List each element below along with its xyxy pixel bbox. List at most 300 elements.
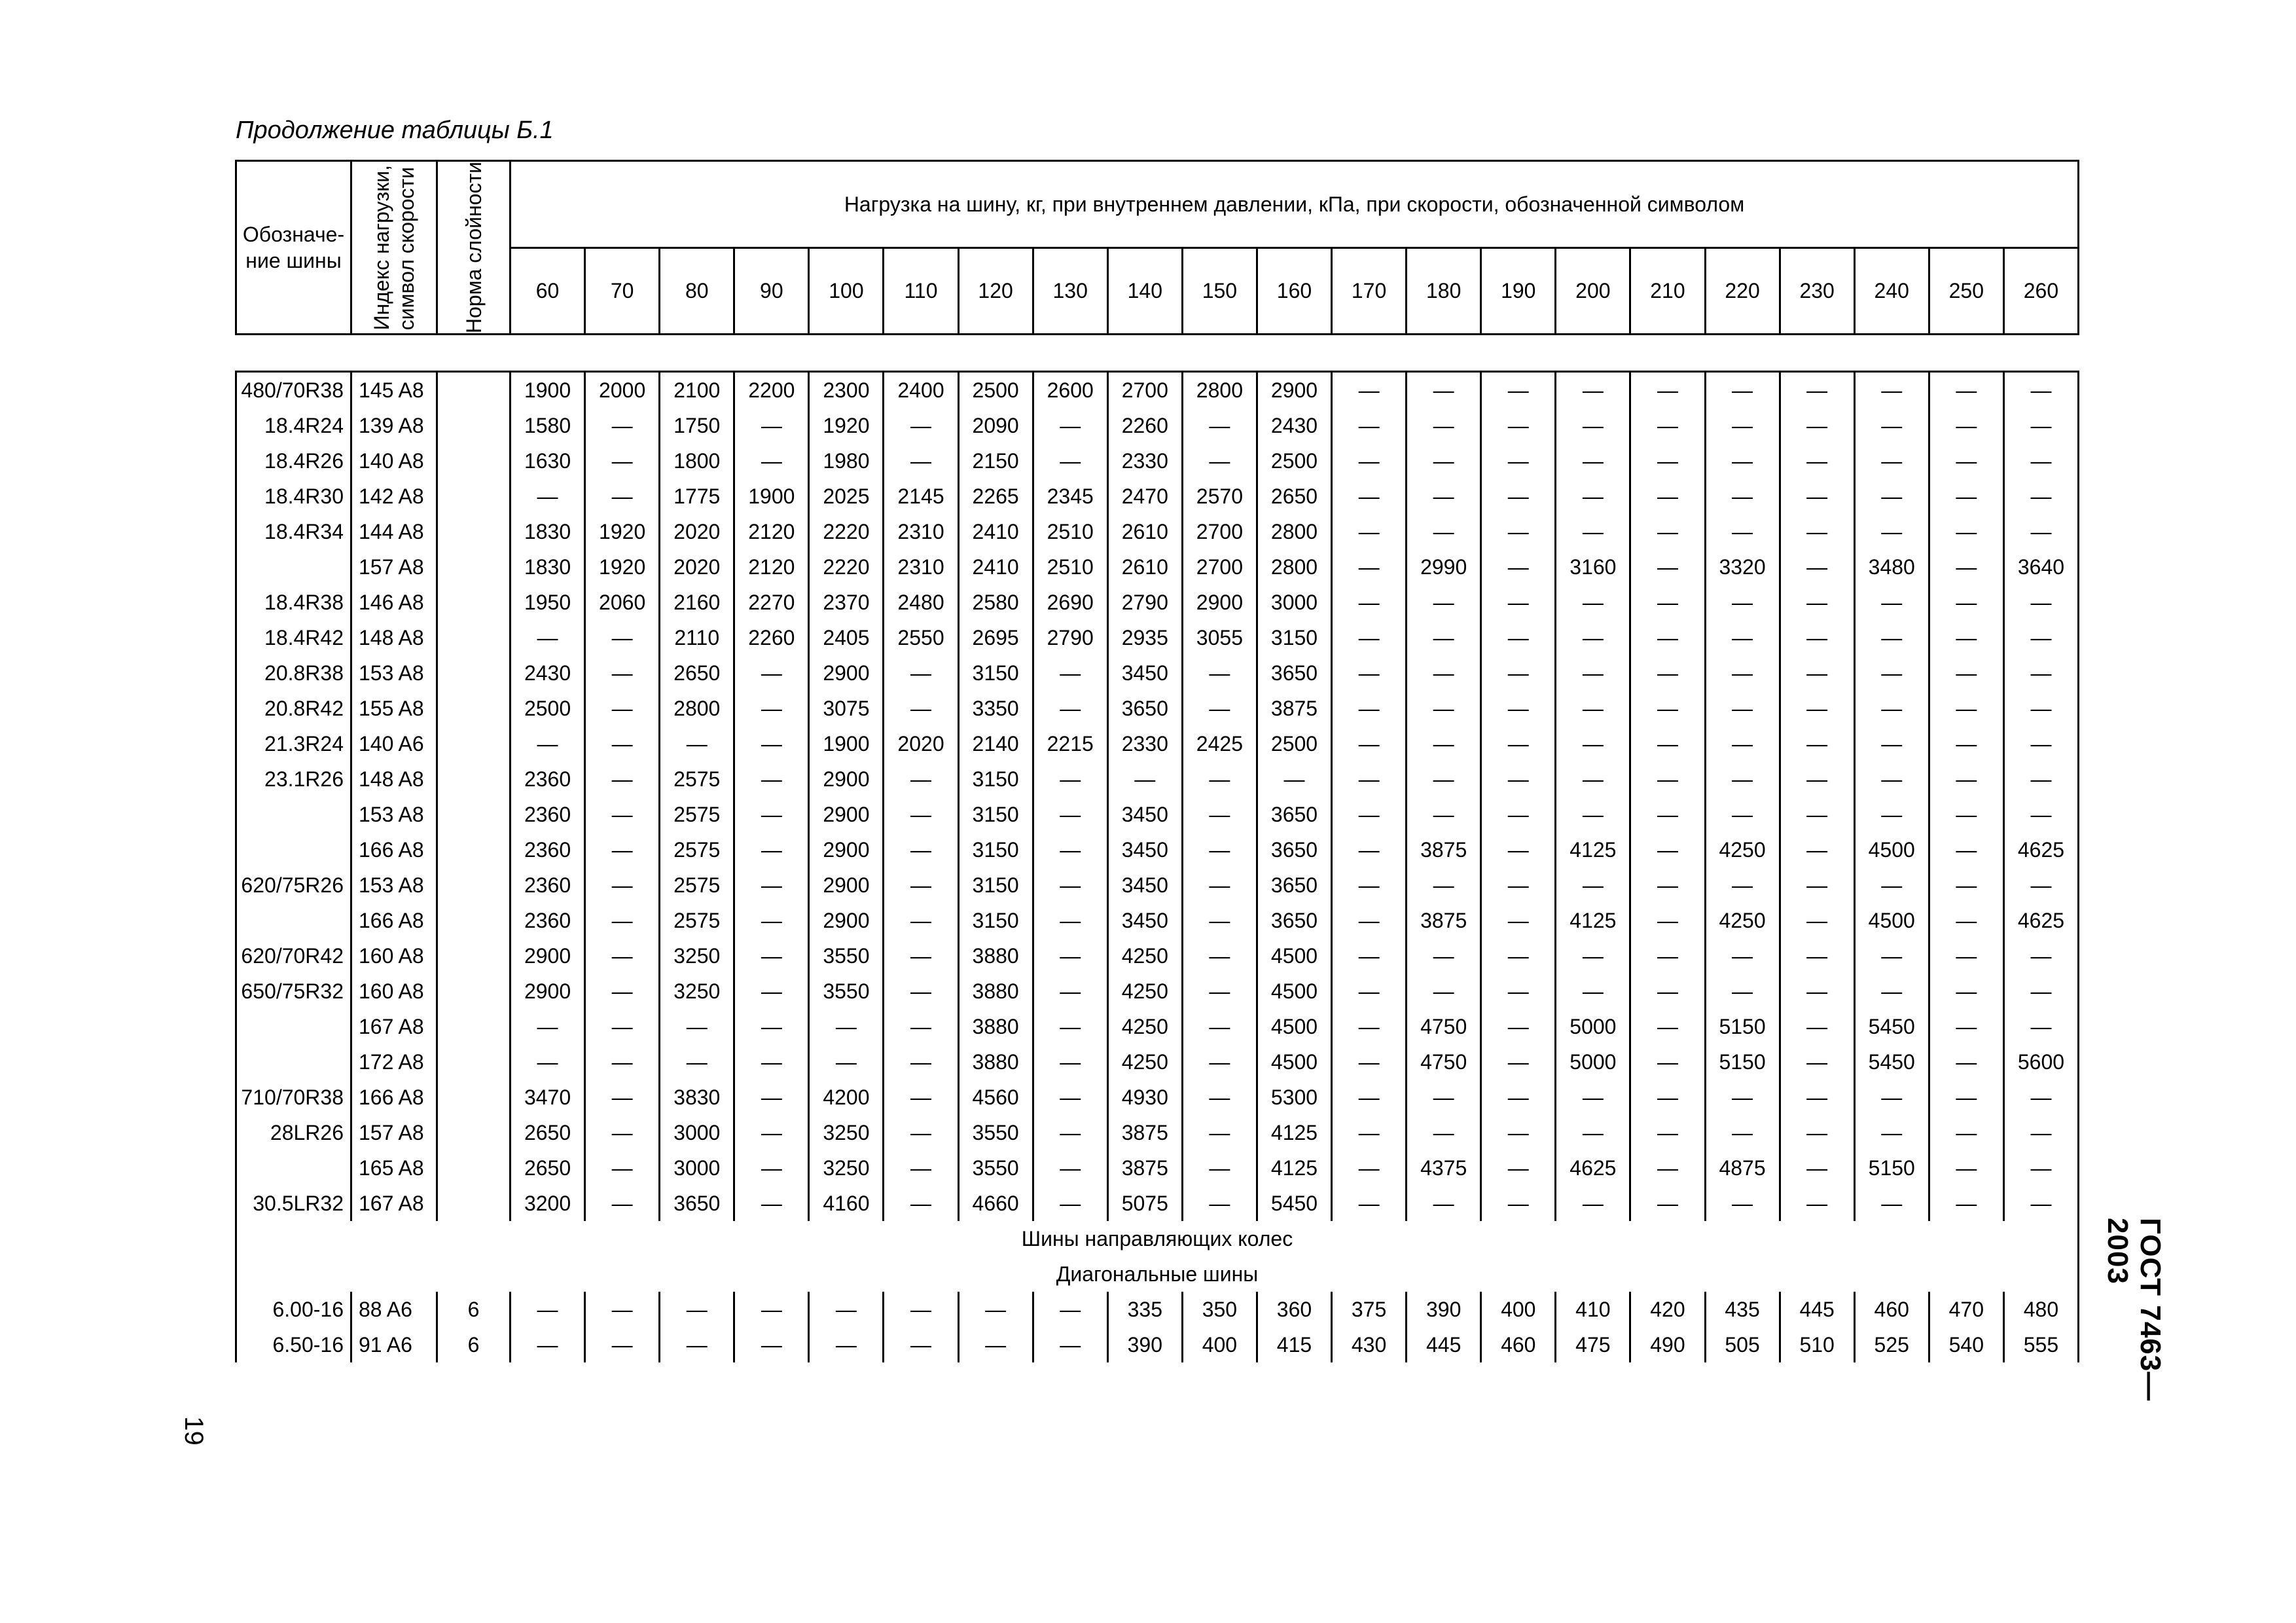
- load-value: 3000: [1257, 585, 1331, 620]
- load-value: —: [1481, 549, 1556, 585]
- load-index: 167 A8: [351, 1186, 437, 1221]
- load-value: —: [1854, 620, 1929, 655]
- load-value: —: [2003, 585, 2078, 620]
- load-value: —: [1182, 1150, 1257, 1186]
- load-value: 3450: [1107, 832, 1182, 867]
- load-value: —: [1033, 443, 1107, 479]
- load-value: —: [1854, 1115, 1929, 1150]
- load-value: —: [1929, 974, 2003, 1009]
- load-index: 160 A8: [351, 974, 437, 1009]
- load-value: 480: [2003, 1292, 2078, 1327]
- load-value: 3875: [1407, 903, 1481, 938]
- ply-rating: 6: [437, 1327, 511, 1362]
- load-value: —: [660, 726, 734, 761]
- pressure-header: 80: [660, 247, 734, 335]
- load-value: —: [1929, 1186, 2003, 1221]
- load-value: 4625: [1556, 1150, 1630, 1186]
- load-value: 1580: [511, 408, 585, 443]
- load-value: 3650: [1257, 655, 1331, 691]
- load-value: 2900: [809, 655, 884, 691]
- load-value: —: [1481, 514, 1556, 549]
- load-value: 5150: [1705, 1009, 1780, 1044]
- load-value: 4500: [1257, 1044, 1331, 1080]
- load-value: —: [1854, 655, 1929, 691]
- load-value: —: [1332, 691, 1407, 726]
- load-value: 3150: [958, 655, 1033, 691]
- pressure-header: 140: [1107, 247, 1182, 335]
- pressure-header: 240: [1854, 247, 1929, 335]
- load-value: —: [1407, 867, 1481, 903]
- load-value: 4930: [1107, 1080, 1182, 1115]
- load-value: 3550: [809, 938, 884, 974]
- load-value: —: [1033, 1009, 1107, 1044]
- load-value: 3250: [809, 1115, 884, 1150]
- load-value: —: [1705, 974, 1780, 1009]
- load-value: 3000: [660, 1115, 734, 1150]
- load-value: 470: [1929, 1292, 2003, 1327]
- load-value: 3250: [660, 974, 734, 1009]
- load-value: 2270: [734, 585, 809, 620]
- load-value: 2330: [1107, 726, 1182, 761]
- load-value: —: [1033, 867, 1107, 903]
- load-value: —: [1780, 691, 1854, 726]
- load-value: —: [1854, 443, 1929, 479]
- load-value: —: [1705, 620, 1780, 655]
- load-value: 2260: [734, 620, 809, 655]
- load-value: —: [1481, 691, 1556, 726]
- load-value: —: [1481, 620, 1556, 655]
- load-value: —: [1033, 655, 1107, 691]
- load-index: 139 A8: [351, 408, 437, 443]
- load-value: —: [1556, 443, 1630, 479]
- load-value: —: [1182, 1115, 1257, 1150]
- load-value: —: [585, 479, 660, 514]
- load-value: —: [1332, 1115, 1407, 1150]
- load-value: —: [1630, 620, 1705, 655]
- load-value: 4375: [1407, 1150, 1481, 1186]
- ply-rating: [437, 832, 511, 867]
- load-value: —: [1407, 1115, 1481, 1150]
- load-value: —: [1929, 691, 2003, 726]
- load-value: 1950: [511, 585, 585, 620]
- load-value: 2575: [660, 761, 734, 797]
- load-value: 3880: [958, 1009, 1033, 1044]
- load-value: 2265: [958, 479, 1033, 514]
- load-value: —: [734, 867, 809, 903]
- load-value: 3150: [1257, 620, 1331, 655]
- load-value: 1630: [511, 443, 585, 479]
- load-value: 2650: [511, 1150, 585, 1186]
- load-value: 2160: [660, 585, 734, 620]
- load-value: —: [1705, 443, 1780, 479]
- load-value: —: [1705, 938, 1780, 974]
- load-value: —: [1481, 1115, 1556, 1150]
- standard-code: ГОСТ 7463—2003: [2102, 1218, 2166, 1402]
- load-value: —: [2003, 1115, 2078, 1150]
- load-value: 360: [1257, 1292, 1331, 1327]
- table-row: [236, 938, 2079, 974]
- load-value: —: [1407, 514, 1481, 549]
- ply-rating: [437, 1080, 511, 1115]
- load-value: 390: [1407, 1292, 1481, 1327]
- load-value: —: [1630, 1044, 1705, 1080]
- load-index: 146 A8: [351, 585, 437, 620]
- load-value: —: [585, 1327, 660, 1362]
- load-value: —: [1630, 1009, 1705, 1044]
- load-value: —: [1033, 1115, 1107, 1150]
- load-value: —: [2003, 938, 2078, 974]
- load-value: 2510: [1033, 549, 1107, 585]
- load-index: 140 A6: [351, 726, 437, 761]
- pressure-header: 180: [1407, 247, 1481, 335]
- load-value: —: [585, 832, 660, 867]
- load-value: 3150: [958, 832, 1033, 867]
- load-value: —: [1929, 1150, 2003, 1186]
- load-value: —: [1407, 797, 1481, 832]
- load-value: 2900: [809, 797, 884, 832]
- table-row: [236, 1186, 2079, 1221]
- load-value: 420: [1630, 1292, 1705, 1327]
- load-value: —: [585, 761, 660, 797]
- load-value: —: [1854, 797, 1929, 832]
- ply-rating: [437, 1044, 511, 1080]
- load-value: 2480: [884, 585, 958, 620]
- load-value: 4625: [2003, 903, 2078, 938]
- load-index: 153 A8: [351, 655, 437, 691]
- load-index: 91 A6: [351, 1327, 437, 1362]
- load-value: 3650: [1257, 832, 1331, 867]
- load-value: 2900: [809, 903, 884, 938]
- load-value: 2150: [958, 443, 1033, 479]
- load-value: 2360: [511, 761, 585, 797]
- load-value: —: [1780, 1186, 1854, 1221]
- load-value: 2345: [1033, 479, 1107, 514]
- load-value: 1830: [511, 514, 585, 549]
- load-value: —: [1630, 832, 1705, 867]
- load-value: 5000: [1556, 1044, 1630, 1080]
- load-value: 4750: [1407, 1009, 1481, 1044]
- load-value: —: [1182, 903, 1257, 938]
- load-value: —: [1630, 867, 1705, 903]
- load-value: —: [958, 1292, 1033, 1327]
- load-index: 148 A8: [351, 620, 437, 655]
- load-value: 3470: [511, 1080, 585, 1115]
- load-value: —: [1854, 726, 1929, 761]
- load-value: —: [1929, 408, 2003, 443]
- load-value: —: [585, 443, 660, 479]
- pressure-header: 220: [1705, 247, 1780, 335]
- load-value: —: [2003, 1009, 2078, 1044]
- load-value: —: [1929, 443, 2003, 479]
- load-value: —: [2003, 372, 2078, 409]
- table-row: [236, 867, 2079, 903]
- load-value: —: [511, 726, 585, 761]
- load-value: 2900: [809, 761, 884, 797]
- load-value: 1920: [585, 514, 660, 549]
- load-value: —: [884, 1115, 958, 1150]
- load-value: —: [734, 761, 809, 797]
- load-value: 2570: [1182, 479, 1257, 514]
- load-value: —: [1332, 867, 1407, 903]
- load-value: 1750: [660, 408, 734, 443]
- load-value: 445: [1780, 1292, 1854, 1327]
- load-value: 2990: [1407, 549, 1481, 585]
- load-value: —: [1556, 372, 1630, 409]
- load-value: 2430: [1257, 408, 1331, 443]
- load-value: —: [1182, 938, 1257, 974]
- load-value: —: [1780, 408, 1854, 443]
- load-value: 3550: [809, 974, 884, 1009]
- load-value: —: [1630, 479, 1705, 514]
- load-value: —: [1854, 691, 1929, 726]
- load-value: —: [1630, 372, 1705, 409]
- load-value: 2700: [1182, 549, 1257, 585]
- load-value: —: [1033, 1327, 1107, 1362]
- pressure-header: 70: [585, 247, 660, 335]
- load-index: 160 A8: [351, 938, 437, 974]
- load-value: 400: [1481, 1292, 1556, 1327]
- table-row: [236, 443, 2079, 479]
- load-value: —: [2003, 726, 2078, 761]
- load-value: 2695: [958, 620, 1033, 655]
- tyre-designation: 480/70R38: [236, 372, 351, 409]
- load-value: 3160: [1556, 549, 1630, 585]
- load-value: —: [1705, 1080, 1780, 1115]
- load-value: 5300: [1257, 1080, 1331, 1115]
- load-value: —: [2003, 797, 2078, 832]
- load-value: —: [734, 1044, 809, 1080]
- load-index: 153 A8: [351, 797, 437, 832]
- load-value: 3875: [1257, 691, 1331, 726]
- load-value: 3480: [1854, 549, 1929, 585]
- load-value: 2410: [958, 549, 1033, 585]
- load-value: —: [1630, 938, 1705, 974]
- tyre-load-table: [235, 160, 2079, 1362]
- ply-rating: [437, 1186, 511, 1221]
- load-value: 2120: [734, 514, 809, 549]
- load-value: —: [1182, 655, 1257, 691]
- load-value: —: [1556, 1080, 1630, 1115]
- load-value: 390: [1107, 1327, 1182, 1362]
- load-value: —: [1182, 691, 1257, 726]
- load-value: —: [1780, 1009, 1854, 1044]
- table-row: [236, 372, 2079, 409]
- load-value: —: [1481, 479, 1556, 514]
- load-value: 3640: [2003, 549, 2078, 585]
- load-value: —: [884, 655, 958, 691]
- load-value: 2500: [511, 691, 585, 726]
- load-value: —: [734, 408, 809, 443]
- tyre-designation: 620/70R42: [236, 938, 351, 974]
- load-value: —: [1481, 938, 1556, 974]
- load-value: 1830: [511, 549, 585, 585]
- load-value: 1900: [511, 372, 585, 409]
- load-value: —: [1854, 938, 1929, 974]
- ply-rating: [437, 974, 511, 1009]
- load-value: 3550: [958, 1115, 1033, 1150]
- load-value: 2020: [660, 514, 734, 549]
- load-value: —: [1182, 1009, 1257, 1044]
- load-value: —: [1630, 1150, 1705, 1186]
- load-value: —: [1332, 479, 1407, 514]
- load-value: —: [1033, 1186, 1107, 1221]
- table-row: [236, 1150, 2079, 1186]
- load-value: 3450: [1107, 655, 1182, 691]
- load-value: —: [511, 1292, 585, 1327]
- load-value: —: [1332, 655, 1407, 691]
- load-value: —: [734, 938, 809, 974]
- load-value: 5000: [1556, 1009, 1630, 1044]
- load-value: —: [734, 443, 809, 479]
- pressure-header: 120: [958, 247, 1033, 335]
- load-value: —: [1481, 443, 1556, 479]
- load-index: 153 A8: [351, 867, 437, 903]
- pressure-header: 170: [1332, 247, 1407, 335]
- load-value: —: [734, 691, 809, 726]
- ply-rating: [437, 1150, 511, 1186]
- load-value: —: [1407, 655, 1481, 691]
- load-index: 144 A8: [351, 514, 437, 549]
- table-row: [236, 691, 2079, 726]
- load-value: —: [1556, 797, 1630, 832]
- radial-rows: [236, 372, 2079, 1222]
- header-separator: [236, 335, 2079, 372]
- load-value: —: [1705, 514, 1780, 549]
- load-value: 2800: [1257, 514, 1331, 549]
- load-value: 2500: [1257, 443, 1331, 479]
- table-row: [236, 655, 2079, 691]
- load-value: 2650: [511, 1115, 585, 1150]
- load-value: —: [1705, 1115, 1780, 1150]
- load-value: 5150: [1705, 1044, 1780, 1080]
- load-value: —: [1929, 867, 2003, 903]
- load-value: 2790: [1033, 620, 1107, 655]
- load-value: —: [884, 974, 958, 1009]
- load-value: —: [884, 867, 958, 903]
- load-value: 2000: [585, 372, 660, 409]
- load-value: 460: [1854, 1292, 1929, 1327]
- load-value: —: [1033, 797, 1107, 832]
- load-value: —: [1780, 1044, 1854, 1080]
- load-value: —: [1481, 1150, 1556, 1186]
- ply-rating: [437, 797, 511, 832]
- load-value: —: [585, 1080, 660, 1115]
- load-header: Нагрузка на шину, кг, при внутреннем давлении, кПа, при скорости, обозначенной символом: [511, 161, 2079, 248]
- load-value: —: [1332, 974, 1407, 1009]
- load-value: 2360: [511, 903, 585, 938]
- ply-rating: [437, 549, 511, 585]
- pressure-header: 130: [1033, 247, 1107, 335]
- tyre-designation: 18.4R42: [236, 620, 351, 655]
- load-value: —: [660, 1009, 734, 1044]
- load-value: 2575: [660, 903, 734, 938]
- load-value: 435: [1705, 1292, 1780, 1327]
- load-value: 4500: [1854, 903, 1929, 938]
- load-value: —: [585, 1292, 660, 1327]
- load-value: —: [1556, 726, 1630, 761]
- load-value: —: [2003, 691, 2078, 726]
- load-value: 4125: [1556, 832, 1630, 867]
- load-value: —: [1332, 797, 1407, 832]
- load-value: —: [1705, 1186, 1780, 1221]
- load-value: —: [1481, 408, 1556, 443]
- load-value: —: [1630, 761, 1705, 797]
- load-value: —: [1854, 1080, 1929, 1115]
- load-index: 172 A8: [351, 1044, 437, 1080]
- load-value: 2100: [660, 372, 734, 409]
- load-value: 2400: [884, 372, 958, 409]
- tyre-designation: 20.8R38: [236, 655, 351, 691]
- load-index: 166 A8: [351, 903, 437, 938]
- load-value: 2025: [809, 479, 884, 514]
- load-value: —: [1780, 1150, 1854, 1186]
- load-value: —: [1332, 832, 1407, 867]
- load-value: —: [1407, 443, 1481, 479]
- load-value: 2360: [511, 797, 585, 832]
- load-value: —: [884, 691, 958, 726]
- load-value: 4560: [958, 1080, 1033, 1115]
- load-value: —: [1929, 726, 2003, 761]
- load-value: 2800: [1182, 372, 1257, 409]
- load-value: 2900: [809, 832, 884, 867]
- ply-rating: [437, 620, 511, 655]
- load-value: —: [1407, 408, 1481, 443]
- ply-rating: [437, 514, 511, 549]
- load-index: 140 A8: [351, 443, 437, 479]
- load-value: 2550: [884, 620, 958, 655]
- table-row: [236, 1009, 2079, 1044]
- load-value: —: [884, 1009, 958, 1044]
- load-value: —: [660, 1292, 734, 1327]
- load-value: —: [1182, 761, 1257, 797]
- load-value: 3150: [958, 867, 1033, 903]
- load-value: —: [1481, 832, 1556, 867]
- load-value: 4660: [958, 1186, 1033, 1221]
- pressure-header: 200: [1556, 247, 1630, 335]
- load-value: —: [1630, 691, 1705, 726]
- pressure-header: 250: [1929, 247, 2003, 335]
- load-value: —: [1033, 761, 1107, 797]
- load-value: 3055: [1182, 620, 1257, 655]
- load-value: —: [1407, 479, 1481, 514]
- table-row: [236, 585, 2079, 620]
- load-value: —: [1705, 797, 1780, 832]
- load-value: —: [1630, 408, 1705, 443]
- load-value: —: [809, 1044, 884, 1080]
- load-value: —: [660, 1044, 734, 1080]
- load-value: —: [1033, 903, 1107, 938]
- load-value: —: [1481, 1009, 1556, 1044]
- load-value: 4875: [1705, 1150, 1780, 1186]
- ply-rating: [437, 726, 511, 761]
- header-row: [236, 161, 2079, 248]
- load-value: —: [1556, 1186, 1630, 1221]
- table-row: [236, 726, 2079, 761]
- load-value: —: [1854, 408, 1929, 443]
- load-value: —: [1630, 726, 1705, 761]
- load-value: —: [1780, 1080, 1854, 1115]
- load-value: 4250: [1107, 938, 1182, 974]
- load-value: —: [585, 726, 660, 761]
- load-value: —: [1332, 1186, 1407, 1221]
- load-value: —: [1929, 832, 2003, 867]
- load-value: —: [1407, 585, 1481, 620]
- load-value: —: [1630, 1080, 1705, 1115]
- load-index: 145 A8: [351, 372, 437, 409]
- load-value: 2800: [660, 691, 734, 726]
- load-value: —: [2003, 1186, 2078, 1221]
- load-value: 4125: [1257, 1115, 1331, 1150]
